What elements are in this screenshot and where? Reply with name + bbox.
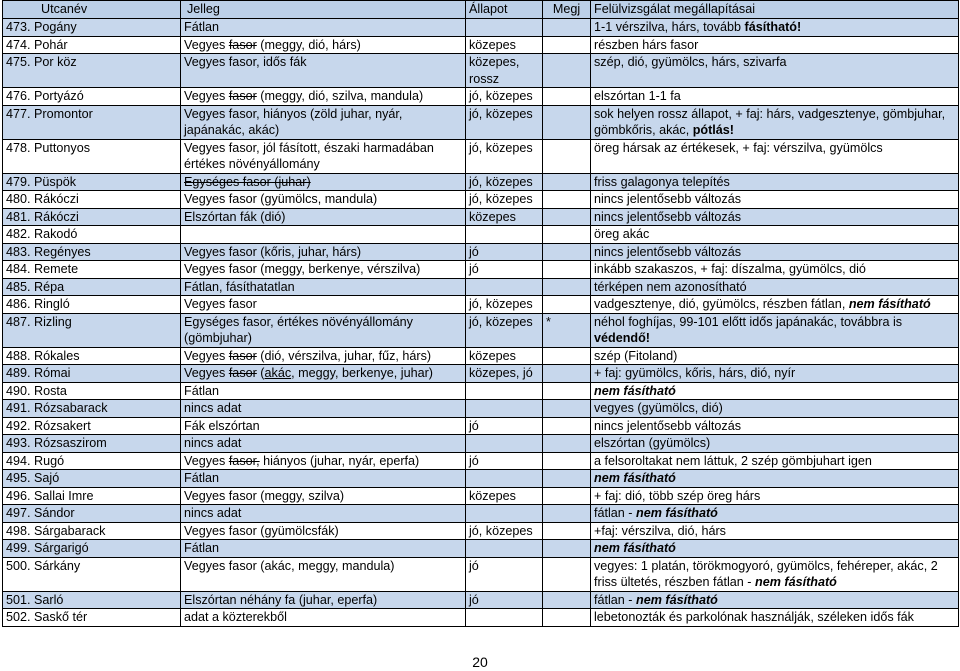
- header-street: Utcanév: [3, 1, 181, 19]
- review-cell: [591, 313, 959, 347]
- street-cell: 474. Pohár: [3, 36, 181, 54]
- review-cell: [591, 19, 959, 37]
- condition-cell: [466, 226, 543, 244]
- note-cell: [543, 208, 591, 226]
- review-cell-segment: nem fásítható: [594, 471, 676, 485]
- condition-cell: jó: [466, 557, 543, 591]
- character-cell: Vegyes fasor (gyümölcsfák): [181, 522, 466, 540]
- character-cell: Fátlan: [181, 470, 466, 488]
- street-cell: 501. Sarló: [3, 591, 181, 609]
- table-row: [3, 243, 959, 261]
- table-row: [3, 557, 959, 591]
- note-cell: [543, 557, 591, 591]
- condition-cell: [466, 19, 543, 37]
- note-cell: [543, 487, 591, 505]
- review-cell-segment: nem fásítható: [594, 541, 676, 555]
- review-cell: lebetonozták és parkolónak használják, széleken idős fák: [591, 609, 959, 627]
- character-cell: Vegyes fasor, hiányos (zöld juhar, nyár, japánakác, akác): [181, 105, 466, 139]
- note-cell: [543, 139, 591, 173]
- character-cell-segment: hiányos (juhar, nyár, eperfa): [259, 453, 420, 468]
- condition-cell: jó: [466, 417, 543, 435]
- street-cell: 491. Rózsabarack: [3, 400, 181, 418]
- review-cell: öreg akác: [591, 226, 959, 244]
- character-cell-segment: Vegyes: [184, 89, 229, 103]
- condition-cell: [466, 400, 543, 418]
- table-row: [3, 452, 959, 470]
- table-row: [3, 313, 959, 347]
- review-cell-segment: fásítható!: [744, 20, 802, 34]
- character-cell: adat a közterekből: [181, 609, 466, 627]
- note-cell: [543, 36, 591, 54]
- review-cell: a felsoroltakat nem láttuk, 2 szép gömbjuhart igen: [591, 452, 959, 470]
- condition-cell: [466, 435, 543, 453]
- street-cell: 488. Rókales: [3, 347, 181, 365]
- character-cell-segment: fasor,: [228, 453, 260, 468]
- street-cell: 494. Rugó: [3, 452, 181, 470]
- character-cell: Elszórtan fák (dió): [181, 208, 466, 226]
- character-cell-segment: fasor: [228, 366, 257, 380]
- character-cell: nincs adat: [181, 435, 466, 453]
- street-cell: 486. Ringló: [3, 296, 181, 314]
- table-row: [3, 435, 959, 453]
- header-review: Felülvizsgálat megállapításai: [591, 1, 959, 19]
- table-row: [3, 278, 959, 296]
- condition-cell: közepes: [466, 36, 543, 54]
- street-cell: 499. Sárgarigó: [3, 540, 181, 558]
- table-row: [3, 540, 959, 558]
- character-cell: [181, 36, 466, 54]
- review-cell: [591, 382, 959, 400]
- character-cell-segment: fasor: [228, 348, 257, 363]
- character-cell: [181, 88, 466, 106]
- review-cell: friss galagonya telepítés: [591, 173, 959, 191]
- table-row: [3, 417, 959, 435]
- note-cell: [543, 347, 591, 365]
- review-cell-segment: vadgesztenye, dió, gyümölcs, részben fátlan,: [594, 297, 849, 311]
- character-cell: [181, 226, 466, 244]
- table-row: [3, 487, 959, 505]
- character-cell: Fátlan: [181, 540, 466, 558]
- review-cell-segment: nem fásítható: [636, 592, 718, 607]
- header-condition: Állapot: [466, 1, 543, 19]
- character-cell: Fák elszórtan: [181, 417, 466, 435]
- table-row: [3, 226, 959, 244]
- condition-cell: jó: [466, 452, 543, 470]
- review-cell: [591, 105, 959, 139]
- review-cell: [591, 591, 959, 609]
- note-cell: [543, 522, 591, 540]
- street-cell: 489. Római: [3, 365, 181, 383]
- review-cell: inkább szakaszos, + faj: díszalma, gyümölcs, dió: [591, 261, 959, 279]
- review-cell: nincs jelentősebb változás: [591, 208, 959, 226]
- street-cell: 484. Remete: [3, 261, 181, 279]
- character-cell-segment: Vegyes: [184, 37, 229, 52]
- condition-cell: jó, közepes: [466, 139, 543, 173]
- condition-cell: jó, közepes: [466, 313, 543, 347]
- note-cell: [543, 191, 591, 209]
- review-cell-segment: nem fásítható: [755, 575, 837, 589]
- review-cell: [591, 540, 959, 558]
- review-cell: nincs jelentősebb változás: [591, 417, 959, 435]
- condition-cell: [466, 470, 543, 488]
- review-cell-segment: vegyes: 1 platán, törökmogyoró, gyümölcs, fehéreper, akác, 2 friss ültetés, részben fátlan -: [594, 558, 938, 589]
- review-cell: + faj: gyümölcs, kőris, hárs, dió, nyír: [591, 365, 959, 383]
- review-cell: öreg hársak az értékesek, + faj: vérszilva, gyümölcs: [591, 139, 959, 173]
- street-cell: 500. Sárkány: [3, 557, 181, 591]
- review-cell: elszórtan (gyümölcs): [591, 435, 959, 453]
- review-cell: +faj: vérszilva, dió, hárs: [591, 522, 959, 540]
- review-cell-segment: nem fásítható: [594, 383, 676, 398]
- table-row: [3, 261, 959, 279]
- street-cell: 479. Püspök: [3, 173, 181, 191]
- review-cell: + faj: dió, több szép öreg hárs: [591, 487, 959, 505]
- condition-cell: jó, közepes: [466, 88, 543, 106]
- condition-cell: jó: [466, 591, 543, 609]
- table-row: [3, 105, 959, 139]
- condition-cell: jó: [466, 261, 543, 279]
- street-cell: 475. Por köz: [3, 54, 181, 88]
- review-cell: szép (Fitoland): [591, 347, 959, 365]
- condition-cell: jó, közepes: [466, 173, 543, 191]
- note-cell: [543, 88, 591, 106]
- street-cell: 496. Sallai Imre: [3, 487, 181, 505]
- character-cell-segment: (meggy, dió, hárs): [256, 37, 361, 52]
- table-row: [3, 208, 959, 226]
- condition-cell: közepes: [466, 347, 543, 365]
- street-cell: 498. Sárgabarack: [3, 522, 181, 540]
- street-cell: 485. Répa: [3, 278, 181, 296]
- table-row: [3, 36, 959, 54]
- note-cell: [543, 505, 591, 523]
- character-cell: [181, 452, 466, 470]
- character-cell: Vegyes fasor (kőris, juhar, hárs): [181, 243, 466, 261]
- note-cell: [543, 226, 591, 244]
- condition-cell: [466, 540, 543, 558]
- character-cell: Vegyes fasor, jól fásított, északi harmadában értékes növényállomány: [181, 139, 466, 173]
- review-cell-segment: védendő!: [594, 331, 650, 345]
- note-cell: [543, 540, 591, 558]
- header-note: Megj: [543, 1, 591, 19]
- review-cell: részben hárs fasor: [591, 36, 959, 54]
- character-cell: Vegyes fasor (meggy, szilva): [181, 487, 466, 505]
- review-cell-segment: 1-1 vérszilva, hárs, tovább: [594, 20, 745, 34]
- table-row: [3, 470, 959, 488]
- character-cell-segment: , meggy, berkenye, juhar): [291, 366, 433, 380]
- table-row: [3, 139, 959, 173]
- street-cell: 480. Rákóczi: [3, 191, 181, 209]
- header-character: Jelleg: [181, 1, 466, 19]
- character-cell: Vegyes fasor (gyümölcs, mandula): [181, 191, 466, 209]
- table-row: [3, 522, 959, 540]
- review-cell: [591, 505, 959, 523]
- character-cell: Fátlan: [181, 19, 466, 37]
- note-cell: [543, 591, 591, 609]
- character-cell-segment: (meggy, dió, szilva, mandula): [256, 89, 424, 103]
- character-cell: Elszórtan néhány fa (juhar, eperfa): [181, 591, 466, 609]
- table-row: [3, 505, 959, 523]
- street-cell: 492. Rózsakert: [3, 417, 181, 435]
- note-cell: [543, 382, 591, 400]
- review-cell-segment: sok helyen rossz állapot, + faj: hárs, vadgesztenye, gömbjuhar, gömbkőris, akác,: [594, 106, 946, 137]
- review-cell: térképen nem azonosítható: [591, 278, 959, 296]
- condition-cell: jó, közepes: [466, 191, 543, 209]
- review-cell: vegyes (gyümölcs, dió): [591, 400, 959, 418]
- review-cell-segment: fátlan -: [594, 592, 636, 607]
- review-cell-segment: pótlás!: [692, 123, 734, 137]
- street-cell: 478. Puttonyos: [3, 139, 181, 173]
- condition-cell: [466, 382, 543, 400]
- condition-cell: közepes, rossz: [466, 54, 543, 88]
- character-cell-segment: Egységes fasor (juhar): [184, 174, 311, 189]
- note-cell: *: [543, 313, 591, 347]
- review-cell: nincs jelentősebb változás: [591, 243, 959, 261]
- condition-cell: [466, 609, 543, 627]
- condition-cell: [466, 278, 543, 296]
- note-cell: [543, 105, 591, 139]
- note-cell: [543, 435, 591, 453]
- character-cell-segment: fasor: [228, 37, 257, 52]
- character-cell-segment: fasor: [228, 89, 257, 103]
- review-cell: elszórtan 1-1 fa: [591, 88, 959, 106]
- table-header-row: [3, 1, 959, 19]
- table-row: [3, 173, 959, 191]
- character-cell: Vegyes fasor, idős fák: [181, 54, 466, 88]
- character-cell-segment: (: [256, 366, 265, 380]
- review-cell: [591, 470, 959, 488]
- condition-cell: jó: [466, 243, 543, 261]
- review-cell-segment: nem fásítható: [636, 506, 718, 520]
- table-row: [3, 191, 959, 209]
- character-cell: Fátlan, fásíthatatlan: [181, 278, 466, 296]
- note-cell: [543, 173, 591, 191]
- note-cell: [543, 296, 591, 314]
- character-cell-segment: (dió, vérszilva, juhar, fűz, hárs): [256, 348, 432, 363]
- street-cell: 476. Portyázó: [3, 88, 181, 106]
- table-row: [3, 400, 959, 418]
- character-cell: Vegyes fasor (akác, meggy, mandula): [181, 557, 466, 591]
- note-cell: [543, 243, 591, 261]
- table-row: [3, 365, 959, 383]
- note-cell: [543, 278, 591, 296]
- street-cell: 477. Promontor: [3, 105, 181, 139]
- street-cell: 502. Saskő tér: [3, 609, 181, 627]
- condition-cell: jó, közepes: [466, 296, 543, 314]
- street-cell: 481. Rákóczi: [3, 208, 181, 226]
- street-cell: 493. Rózsaszirom: [3, 435, 181, 453]
- condition-cell: jó, közepes: [466, 522, 543, 540]
- note-cell: [543, 19, 591, 37]
- table-row: [3, 591, 959, 609]
- street-cell: 490. Rosta: [3, 382, 181, 400]
- review-cell-segment: nem fásítható: [848, 297, 931, 311]
- condition-cell: [466, 505, 543, 523]
- note-cell: [543, 452, 591, 470]
- condition-cell: közepes, jó: [466, 365, 543, 383]
- review-cell: szép, dió, gyümölcs, hárs, szivarfa: [591, 54, 959, 88]
- condition-cell: közepes: [466, 487, 543, 505]
- character-cell: Vegyes fasor (meggy, berkenye, vérszilva): [181, 261, 466, 279]
- character-cell: [181, 347, 466, 365]
- street-cell: 473. Pogány: [3, 19, 181, 37]
- condition-cell: jó, közepes: [466, 105, 543, 139]
- table-row: [3, 347, 959, 365]
- review-cell-segment: néhol foghíjas, 99-101 előtt idős japánakác, továbbra is: [594, 314, 903, 329]
- review-cell: nincs jelentősebb változás: [591, 191, 959, 209]
- review-cell-segment: fátlan -: [594, 506, 636, 520]
- street-cell: 497. Sándor: [3, 505, 181, 523]
- street-tree-survey-table: [2, 0, 959, 627]
- character-cell-segment: Vegyes: [184, 453, 229, 468]
- note-cell: [543, 470, 591, 488]
- character-cell: Egységes fasor, értékes növényállomány (gömbjuhar): [181, 313, 466, 347]
- character-cell-segment: Vegyes: [184, 348, 229, 363]
- table-row: [3, 609, 959, 627]
- note-cell: [543, 365, 591, 383]
- character-cell: [181, 365, 466, 383]
- character-cell: Vegyes fasor: [181, 296, 466, 314]
- note-cell: [543, 417, 591, 435]
- table-row: [3, 296, 959, 314]
- street-cell: 483. Regényes: [3, 243, 181, 261]
- character-cell: [181, 173, 466, 191]
- table-row: [3, 19, 959, 37]
- character-cell: Fátlan: [181, 382, 466, 400]
- character-cell-segment: akác: [264, 366, 292, 380]
- note-cell: [543, 261, 591, 279]
- character-cell: nincs adat: [181, 400, 466, 418]
- character-cell: nincs adat: [181, 505, 466, 523]
- review-cell: [591, 557, 959, 591]
- street-cell: 482. Rakodó: [3, 226, 181, 244]
- note-cell: [543, 54, 591, 88]
- review-cell: [591, 296, 959, 314]
- note-cell: [543, 400, 591, 418]
- table-row: [3, 382, 959, 400]
- character-cell-segment: Vegyes: [184, 366, 229, 380]
- table-row: [3, 54, 959, 88]
- street-cell: 495. Sajó: [3, 470, 181, 488]
- note-cell: [543, 609, 591, 627]
- page-number: 20: [472, 654, 488, 670]
- table-row: [3, 88, 959, 106]
- street-cell: 487. Rizling: [3, 313, 181, 347]
- condition-cell: közepes: [466, 208, 543, 226]
